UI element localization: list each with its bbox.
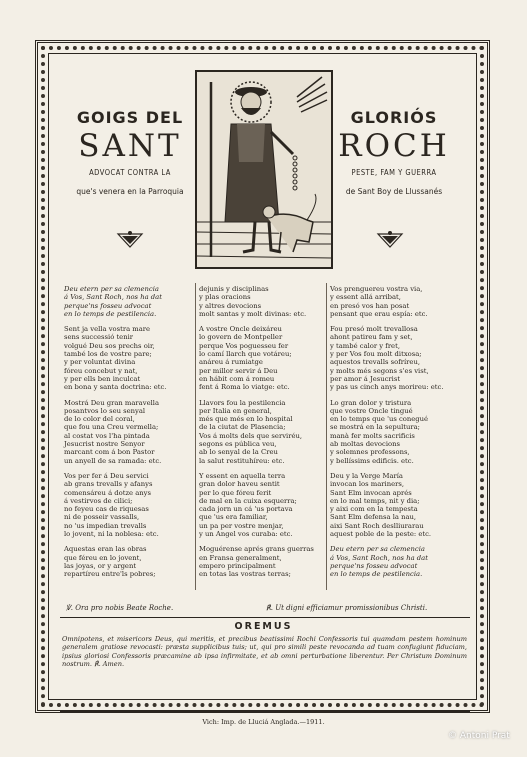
verse: Deu etern per sa clemencia á Vos, Sant Roch, nos ha dat perque'ns fosseu advocat en lo temps de pestilencia. <box>64 285 162 318</box>
watermark: © Antoni Prat <box>448 731 510 741</box>
title-glorios: GLORIÓS <box>350 108 438 127</box>
title-sant: SANT <box>78 128 182 164</box>
verse: A vostre Oncle deixáreu lo govern de Montpeller perque Vos poguesseu fer lo camí llarch que votáreu; anáreu á rumiatge per millor servir á Deu en hábit com á romeu fent á Roma lo viatge: etc. <box>199 325 292 392</box>
verses-column-1 <box>64 285 200 586</box>
saint-roch-woodcut <box>195 70 333 269</box>
verse: Moguérense aprés grans guerras en Fransa generalment, empero principalment en totas las vostras terras; <box>199 545 314 579</box>
verse: Llavors fou la pestilencia per Italia en general, més que més en lo hospital de la ciutat de Plasencia; Vos á molts dels que serviréu, segons es pública veu, ab lo senyal de la Creu la salut restituhíreu: etc. <box>199 398 303 465</box>
verse: Lo gran dolor y tristura que vostre Oncle tingué en lo temps que 'us conegué se mostrá en la sepultura; manà fer molts sacrificis ab moltas devocions y solemnes professons, y bellíssims edificis. etc. <box>330 398 429 465</box>
verse: Vos per fer á Deu servici ab grans trevalls y afanys comensáreu á dotze anys á vestirvos de cilici; no feyeu cas de riquesas ni de posseir vassalls, no 'us impedian trevalls lo jovent, ni la noblesa: etc. <box>64 471 159 539</box>
rule-bottom <box>60 711 470 712</box>
fleuron-ornament-icon <box>376 230 404 248</box>
subtitle-advocat: ADVOCAT CONTRA LA <box>89 168 171 177</box>
verse: Fou presó molt trevallosa ahont patireu fam y set, y també calor y fret, y per Vos fou molt ditxosa; aquestos trevalls sofríreu, y molts més segons s'es vist, per amor á Jesucrist y pas us cinch anys morireu: etc. <box>330 325 444 392</box>
verses-column-3 <box>330 285 466 586</box>
title-right-block <box>324 108 464 196</box>
versicle: ℣. Ora pro nobis Beate Roche. <box>66 604 174 612</box>
title-goigs: GOIGS DEL <box>76 108 184 127</box>
subtitle-parroquia: que's venera en la Parroquia <box>76 187 184 196</box>
title-roch: ROCH <box>338 128 450 164</box>
rule-top <box>60 617 470 618</box>
subtitle-peste: PESTE, FAM Y GUERRA <box>351 168 437 177</box>
oremus-prayer: Omnipotens, et misericors Deus, qui meritis, et precibus beatissimi Rochi Confessoris tui quamdam pestem hominum generalem gratiose revocasti: præsta supplicibus tuis; ut, qui pro simili peste revocanda ad tuam confugiunt fiduciam, ipsius gloriosi Confessoris præcamine ab ipsa infirmitate, et ab omni perturbatione liberentur. Per Christum Dominum nostrum. ℟. Amen. <box>62 635 467 668</box>
verse: dejunis y disciplinas y plas oracions y altres devocions molt santas y molt divinas: etc. <box>199 285 307 318</box>
verse: Y essent en aquella terra gran dolor haveu sentit per lo que fóreu ferit de mal en la cuixa esquerra; cada jorn un cá 'us portava que 'us era familiar, un pa per vostre menjar, y un Angel vos curaba: etc. <box>199 471 297 539</box>
verse: Aquestas eran las obras que féreu en lo jovent, las joyas, or y argent repartíreu entre'ls pobres; <box>64 545 156 579</box>
verse: Deu y la Verge María invocan los mariners, Sant Elm invocan aprés en lo mal temps, nit y dia; y aixi com en la tempesta Sant Elm defensa la nau, aixi Sant Roch deslliurarau aquest poble de la peste: etc. <box>330 471 432 539</box>
angel-rays-icon <box>297 77 327 112</box>
verse: Deu etern per sa clemencia á Vos, Sant Roch, nos ha dat perque'ns fosseu advocat en lo temps de pestilencia. <box>330 545 428 579</box>
verse: Sent ja vella vostra mare sens successió tenir volgué Deu sos prechs oir, també los de vostre pare; y per voluntat divina fóreu concebut y nat, y per ells ben inculcat en bona y santa doctrina: etc. <box>64 325 167 392</box>
verses-column-2 <box>199 285 335 586</box>
verse: Mostrá Deu gran maravella posantvos lo seu senyal de lo color del coral, que fou una Creu vermella; al costat vos l'ha pintada Jesucrist nostre Senyor marcant com á bon Pastor un anyell de sa ramada: etc. <box>64 398 162 465</box>
fleuron-ornament-icon <box>116 230 144 248</box>
subtitle-sant-boy: de Sant Boy de Llussanés <box>345 187 443 196</box>
response: ℟. Ut digni efficiamur promissionibus Christi. <box>266 604 428 612</box>
printer-footer: Vich: Imp. de Lluciá Anglada.—1911. <box>202 718 325 726</box>
title-left-block <box>60 108 200 196</box>
verse: Vos prenguereu vostra via, y essent allá arribat, en presó vos han posat pensant que erau espía: etc. <box>330 285 428 318</box>
oremus-heading: OREMUS <box>234 621 293 632</box>
